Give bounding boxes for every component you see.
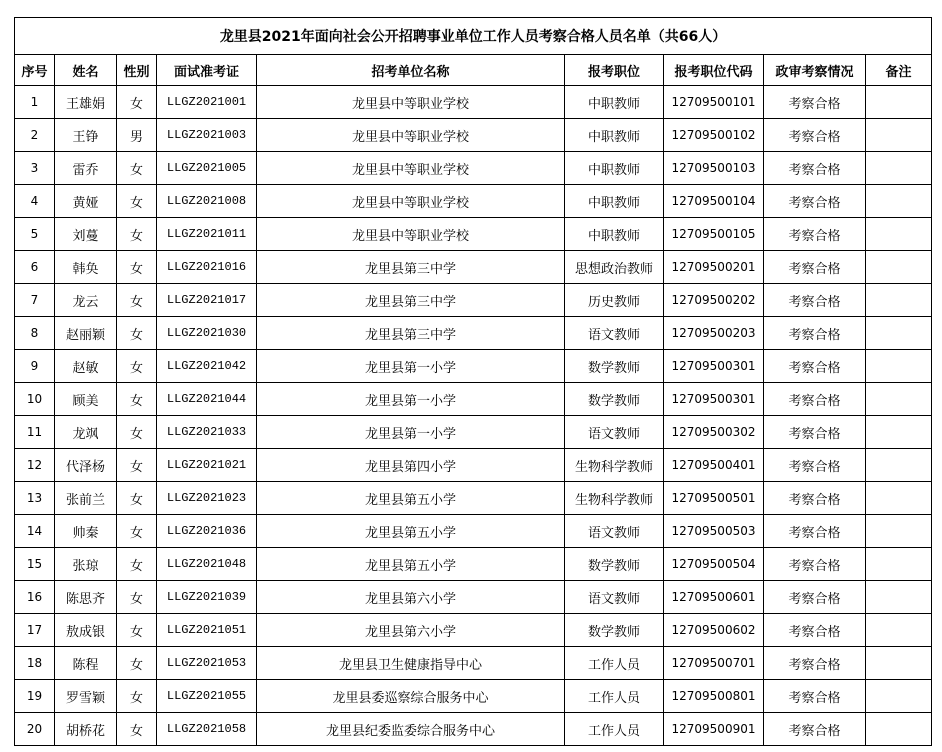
- cell-name: 胡桥花: [55, 713, 117, 746]
- table-row: [15, 218, 932, 251]
- header-gender: 性别: [117, 55, 157, 86]
- cell-code: 12709500102: [664, 119, 764, 152]
- cell-name: 陈思齐: [55, 581, 117, 614]
- cell-note: [866, 119, 932, 152]
- cell-note: [866, 581, 932, 614]
- table-row: [15, 185, 932, 218]
- cell-code: 12709500104: [664, 185, 764, 218]
- cell-gender: 女: [117, 482, 157, 515]
- cell-gender: 女: [117, 383, 157, 416]
- cell-no: 11: [15, 416, 55, 449]
- cell-gender: 女: [117, 581, 157, 614]
- table-row: [15, 482, 932, 515]
- cell-code: 12709500201: [664, 251, 764, 284]
- cell-no: 5: [15, 218, 55, 251]
- table-body: [15, 86, 932, 746]
- cell-code: 12709500601: [664, 581, 764, 614]
- cell-position: 数学教师: [565, 548, 664, 581]
- cell-name: 雷乔: [55, 152, 117, 185]
- cell-no: 13: [15, 482, 55, 515]
- cell-name: 韩奂: [55, 251, 117, 284]
- cell-gender: 女: [117, 647, 157, 680]
- cell-result: 考察合格: [764, 350, 866, 383]
- cell-gender: 女: [117, 548, 157, 581]
- cell-note: [866, 251, 932, 284]
- cell-result: 考察合格: [764, 383, 866, 416]
- cell-ticket: LLGZ2021001: [157, 86, 257, 119]
- header-code: 报考职位代码: [664, 55, 764, 86]
- table-row: [15, 350, 932, 383]
- cell-position: 生物科学教师: [565, 449, 664, 482]
- cell-code: 12709500202: [664, 284, 764, 317]
- cell-name: 赵丽颖: [55, 317, 117, 350]
- cell-position: 中职教师: [565, 86, 664, 119]
- header-name: 姓名: [55, 55, 117, 86]
- cell-result: 考察合格: [764, 647, 866, 680]
- cell-ticket: LLGZ2021023: [157, 482, 257, 515]
- cell-unit: 龙里县第五小学: [257, 515, 565, 548]
- cell-no: 14: [15, 515, 55, 548]
- cell-no: 17: [15, 614, 55, 647]
- cell-gender: 女: [117, 713, 157, 746]
- cell-ticket: LLGZ2021016: [157, 251, 257, 284]
- cell-name: 赵敏: [55, 350, 117, 383]
- cell-position: 语文教师: [565, 515, 664, 548]
- cell-note: [866, 416, 932, 449]
- cell-unit: 龙里县第五小学: [257, 548, 565, 581]
- candidate-table: [14, 17, 932, 746]
- table-row: [15, 383, 932, 416]
- cell-note: [866, 449, 932, 482]
- cell-gender: 女: [117, 284, 157, 317]
- table-row: [15, 713, 932, 746]
- cell-code: 12709500701: [664, 647, 764, 680]
- cell-gender: 女: [117, 449, 157, 482]
- cell-gender: 女: [117, 86, 157, 119]
- cell-unit: 龙里县纪委监委综合服务中心: [257, 713, 565, 746]
- cell-unit: 龙里县第四小学: [257, 449, 565, 482]
- cell-ticket: LLGZ2021058: [157, 713, 257, 746]
- cell-result: 考察合格: [764, 515, 866, 548]
- cell-note: [866, 317, 932, 350]
- cell-position: 语文教师: [565, 581, 664, 614]
- cell-no: 7: [15, 284, 55, 317]
- cell-unit: 龙里县中等职业学校: [257, 119, 565, 152]
- table-row: [15, 86, 932, 119]
- cell-unit: 龙里县第三中学: [257, 251, 565, 284]
- cell-code: 12709500901: [664, 713, 764, 746]
- cell-no: 20: [15, 713, 55, 746]
- table-row: [15, 317, 932, 350]
- cell-name: 张琼: [55, 548, 117, 581]
- cell-result: 考察合格: [764, 119, 866, 152]
- cell-result: 考察合格: [764, 713, 866, 746]
- table-row: [15, 647, 932, 680]
- cell-result: 考察合格: [764, 449, 866, 482]
- cell-no: 4: [15, 185, 55, 218]
- cell-no: 3: [15, 152, 55, 185]
- cell-ticket: LLGZ2021042: [157, 350, 257, 383]
- cell-note: [866, 713, 932, 746]
- cell-name: 罗雪颖: [55, 680, 117, 713]
- cell-code: 12709500503: [664, 515, 764, 548]
- cell-result: 考察合格: [764, 548, 866, 581]
- cell-no: 8: [15, 317, 55, 350]
- cell-position: 语文教师: [565, 317, 664, 350]
- cell-result: 考察合格: [764, 152, 866, 185]
- header-unit: 招考单位名称: [257, 55, 565, 86]
- cell-ticket: LLGZ2021003: [157, 119, 257, 152]
- cell-unit: 龙里县中等职业学校: [257, 152, 565, 185]
- cell-name: 顾美: [55, 383, 117, 416]
- cell-gender: 女: [117, 152, 157, 185]
- cell-code: 12709500301: [664, 350, 764, 383]
- cell-gender: 女: [117, 416, 157, 449]
- cell-unit: 龙里县中等职业学校: [257, 185, 565, 218]
- cell-unit: 龙里县委巡察综合服务中心: [257, 680, 565, 713]
- cell-ticket: LLGZ2021030: [157, 317, 257, 350]
- cell-note: [866, 515, 932, 548]
- cell-ticket: LLGZ2021005: [157, 152, 257, 185]
- cell-result: 考察合格: [764, 614, 866, 647]
- cell-result: 考察合格: [764, 482, 866, 515]
- cell-ticket: LLGZ2021039: [157, 581, 257, 614]
- cell-name: 黄娅: [55, 185, 117, 218]
- cell-unit: 龙里县第三中学: [257, 284, 565, 317]
- cell-name: 代泽杨: [55, 449, 117, 482]
- cell-result: 考察合格: [764, 86, 866, 119]
- cell-no: 1: [15, 86, 55, 119]
- cell-name: 帅秦: [55, 515, 117, 548]
- cell-position: 语文教师: [565, 416, 664, 449]
- cell-gender: 女: [117, 614, 157, 647]
- cell-result: 考察合格: [764, 218, 866, 251]
- document-sheet: [14, 17, 931, 746]
- header-note: 备注: [866, 55, 932, 86]
- cell-unit: 龙里县第六小学: [257, 581, 565, 614]
- cell-code: 12709500302: [664, 416, 764, 449]
- cell-name: 龙飒: [55, 416, 117, 449]
- cell-position: 数学教师: [565, 614, 664, 647]
- cell-position: 工作人员: [565, 713, 664, 746]
- cell-name: 王雄娟: [55, 86, 117, 119]
- cell-note: [866, 647, 932, 680]
- cell-gender: 女: [117, 680, 157, 713]
- cell-note: [866, 614, 932, 647]
- cell-gender: 女: [117, 350, 157, 383]
- cell-no: 12: [15, 449, 55, 482]
- cell-unit: 龙里县第一小学: [257, 350, 565, 383]
- cell-no: 2: [15, 119, 55, 152]
- header-position: 报考职位: [565, 55, 664, 86]
- cell-name: 张前兰: [55, 482, 117, 515]
- cell-result: 考察合格: [764, 185, 866, 218]
- cell-position: 中职教师: [565, 185, 664, 218]
- cell-ticket: LLGZ2021033: [157, 416, 257, 449]
- cell-note: [866, 152, 932, 185]
- cell-code: 12709500801: [664, 680, 764, 713]
- cell-gender: 女: [117, 251, 157, 284]
- cell-ticket: LLGZ2021051: [157, 614, 257, 647]
- cell-unit: 龙里县第五小学: [257, 482, 565, 515]
- table-row: [15, 515, 932, 548]
- cell-unit: 龙里县第一小学: [257, 416, 565, 449]
- cell-no: 16: [15, 581, 55, 614]
- header-ticket: 面试准考证: [157, 55, 257, 86]
- table-row: [15, 548, 932, 581]
- cell-note: [866, 284, 932, 317]
- cell-gender: 女: [117, 515, 157, 548]
- header-result: 政审考察情况: [764, 55, 866, 86]
- cell-result: 考察合格: [764, 317, 866, 350]
- cell-no: 15: [15, 548, 55, 581]
- table-row: [15, 449, 932, 482]
- cell-no: 6: [15, 251, 55, 284]
- cell-ticket: LLGZ2021055: [157, 680, 257, 713]
- cell-unit: 龙里县卫生健康指导中心: [257, 647, 565, 680]
- table-row: [15, 119, 932, 152]
- cell-code: 12709500501: [664, 482, 764, 515]
- cell-code: 12709500103: [664, 152, 764, 185]
- cell-result: 考察合格: [764, 680, 866, 713]
- table-row: [15, 581, 932, 614]
- cell-no: 10: [15, 383, 55, 416]
- cell-note: [866, 383, 932, 416]
- cell-gender: 女: [117, 317, 157, 350]
- cell-gender: 女: [117, 218, 157, 251]
- cell-position: 思想政治教师: [565, 251, 664, 284]
- cell-result: 考察合格: [764, 284, 866, 317]
- table-row: [15, 284, 932, 317]
- cell-result: 考察合格: [764, 251, 866, 284]
- cell-unit: 龙里县第一小学: [257, 383, 565, 416]
- cell-result: 考察合格: [764, 581, 866, 614]
- cell-unit: 龙里县第三中学: [257, 317, 565, 350]
- cell-note: [866, 86, 932, 119]
- header-row: [15, 55, 932, 86]
- cell-unit: 龙里县中等职业学校: [257, 86, 565, 119]
- cell-note: [866, 680, 932, 713]
- table-row: [15, 680, 932, 713]
- cell-ticket: LLGZ2021011: [157, 218, 257, 251]
- cell-no: 9: [15, 350, 55, 383]
- cell-no: 19: [15, 680, 55, 713]
- cell-ticket: LLGZ2021008: [157, 185, 257, 218]
- cell-position: 历史教师: [565, 284, 664, 317]
- cell-position: 工作人员: [565, 680, 664, 713]
- cell-ticket: LLGZ2021021: [157, 449, 257, 482]
- cell-code: 12709500401: [664, 449, 764, 482]
- table-row: [15, 416, 932, 449]
- cell-ticket: LLGZ2021044: [157, 383, 257, 416]
- cell-code: 12709500101: [664, 86, 764, 119]
- cell-note: [866, 185, 932, 218]
- cell-code: 12709500105: [664, 218, 764, 251]
- cell-unit: 龙里县第六小学: [257, 614, 565, 647]
- table-row: [15, 614, 932, 647]
- cell-gender: 女: [117, 185, 157, 218]
- cell-position: 工作人员: [565, 647, 664, 680]
- cell-ticket: LLGZ2021048: [157, 548, 257, 581]
- cell-code: 12709500203: [664, 317, 764, 350]
- cell-note: [866, 218, 932, 251]
- cell-position: 中职教师: [565, 218, 664, 251]
- table-row: [15, 152, 932, 185]
- cell-unit: 龙里县中等职业学校: [257, 218, 565, 251]
- cell-ticket: LLGZ2021017: [157, 284, 257, 317]
- cell-name: 陈程: [55, 647, 117, 680]
- cell-name: 刘蔓: [55, 218, 117, 251]
- cell-no: 18: [15, 647, 55, 680]
- cell-note: [866, 482, 932, 515]
- table-row: [15, 251, 932, 284]
- cell-position: 中职教师: [565, 152, 664, 185]
- cell-position: 数学教师: [565, 383, 664, 416]
- cell-note: [866, 548, 932, 581]
- cell-ticket: LLGZ2021036: [157, 515, 257, 548]
- header-no: 序号: [15, 55, 55, 86]
- cell-position: 数学教师: [565, 350, 664, 383]
- table-title: 龙里县2021年面向社会公开招聘事业单位工作人员考察合格人员名单（共66人）: [15, 18, 932, 55]
- cell-code: 12709500602: [664, 614, 764, 647]
- cell-name: 敖成银: [55, 614, 117, 647]
- cell-ticket: LLGZ2021053: [157, 647, 257, 680]
- cell-code: 12709500301: [664, 383, 764, 416]
- cell-code: 12709500504: [664, 548, 764, 581]
- cell-name: 王铮: [55, 119, 117, 152]
- cell-result: 考察合格: [764, 416, 866, 449]
- cell-gender: 男: [117, 119, 157, 152]
- cell-position: 中职教师: [565, 119, 664, 152]
- cell-position: 生物科学教师: [565, 482, 664, 515]
- cell-name: 龙云: [55, 284, 117, 317]
- cell-note: [866, 350, 932, 383]
